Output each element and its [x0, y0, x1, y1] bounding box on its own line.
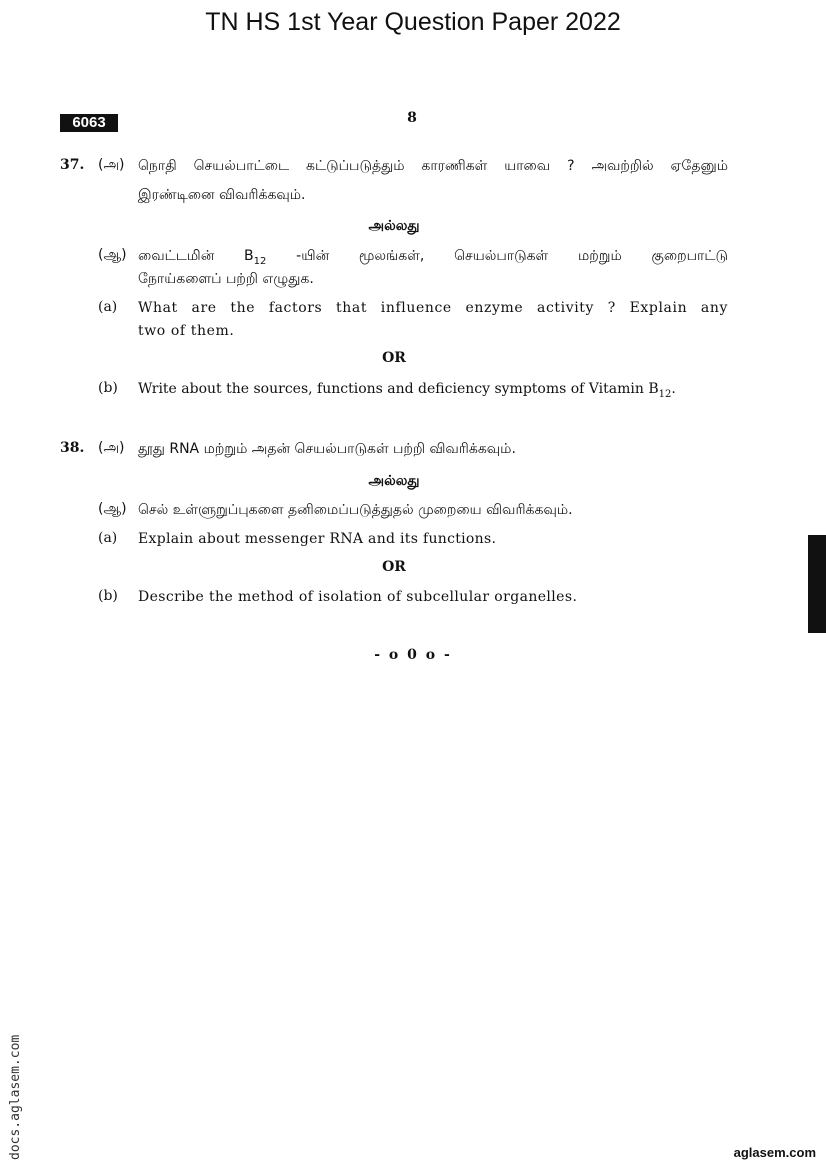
q37-english-b-post: . — [671, 381, 676, 397]
q38-tamil-b-line1: செல் உள்ளுறுப்புகளை தனிமைப்படுத்துதல் முறையை விவரிக்கவும். — [138, 502, 573, 518]
q37-tamil-b-line1-sub: 12 — [253, 255, 267, 267]
paper-code-badge: 6063 — [60, 114, 118, 132]
q38-tamil-a-marker: (அ) — [98, 440, 125, 456]
q37-english-or: OR — [382, 350, 406, 366]
q37-tamil-or: அல்லது — [368, 218, 420, 234]
q38-english-or: OR — [382, 559, 406, 575]
end-of-paper-mark: - o 0 o - — [374, 647, 452, 663]
q37-tamil-a-line1: நொதி செயல்பாட்டை கட்டுப்படுத்தும் காரணிகள் யாவை ? அவற்றில் ஏதேனும் — [138, 158, 728, 174]
q38-english-b-marker: (b) — [98, 588, 118, 604]
question-number-38: 38. — [60, 440, 85, 456]
q37-english-b-line1 — [138, 380, 676, 404]
q37-english-a-line2: two of them. — [138, 323, 235, 339]
q38-tamil-or: அல்லது — [368, 473, 420, 489]
q38-english-a-marker: (a) — [98, 530, 118, 546]
q38-tamil-a-line1: தூது RNA மற்றும் அதன் செயல்பாடுகள் பற்றி விவரிக்கவும். — [138, 441, 516, 457]
q37-english-b-sub: 12 — [658, 388, 672, 400]
q37-tamil-b-line1-post: -யின் மூலங்கள், செயல்பாடுகள் மற்றும் குறைபாட்டு — [266, 248, 728, 264]
q38-english-a-line1: Explain about messenger RNA and its functions. — [138, 531, 497, 547]
q37-tamil-b-marker: (ஆ) — [98, 247, 127, 263]
q37-english-a-marker: (a) — [98, 299, 118, 315]
q37-english-b-pre: Write about the sources, functions and deficiency symptoms of Vitamin B — [138, 381, 659, 397]
q37-english-a-line1: What are the factors that influence enzyme activity ? Explain any — [138, 300, 728, 316]
q38-english-b-line1: Describe the method of isolation of subcellular organelles. — [138, 589, 578, 605]
q37-english-b-marker: (b) — [98, 380, 118, 396]
page-edge-tab — [808, 535, 826, 633]
corner-watermark: aglasem.com — [733, 1145, 816, 1160]
q37-tamil-b-line1 — [138, 247, 728, 271]
question-number-37: 37. — [60, 157, 85, 173]
q37-tamil-b-line2: நோய்களைப் பற்றி எழுதுக. — [138, 271, 314, 287]
q37-tamil-a-line2: இரண்டினை விவரிக்கவும். — [138, 187, 306, 203]
side-watermark: docs.aglasem.com — [8, 1034, 23, 1160]
q38-tamil-b-marker: (ஆ) — [98, 501, 127, 517]
q37-tamil-a-marker: (அ) — [98, 157, 125, 173]
page-title: TN HS 1st Year Question Paper 2022 — [205, 8, 621, 36]
q37-tamil-b-line1-pre: வைட்டமின் B — [138, 248, 254, 264]
page-number: 8 — [407, 110, 417, 126]
